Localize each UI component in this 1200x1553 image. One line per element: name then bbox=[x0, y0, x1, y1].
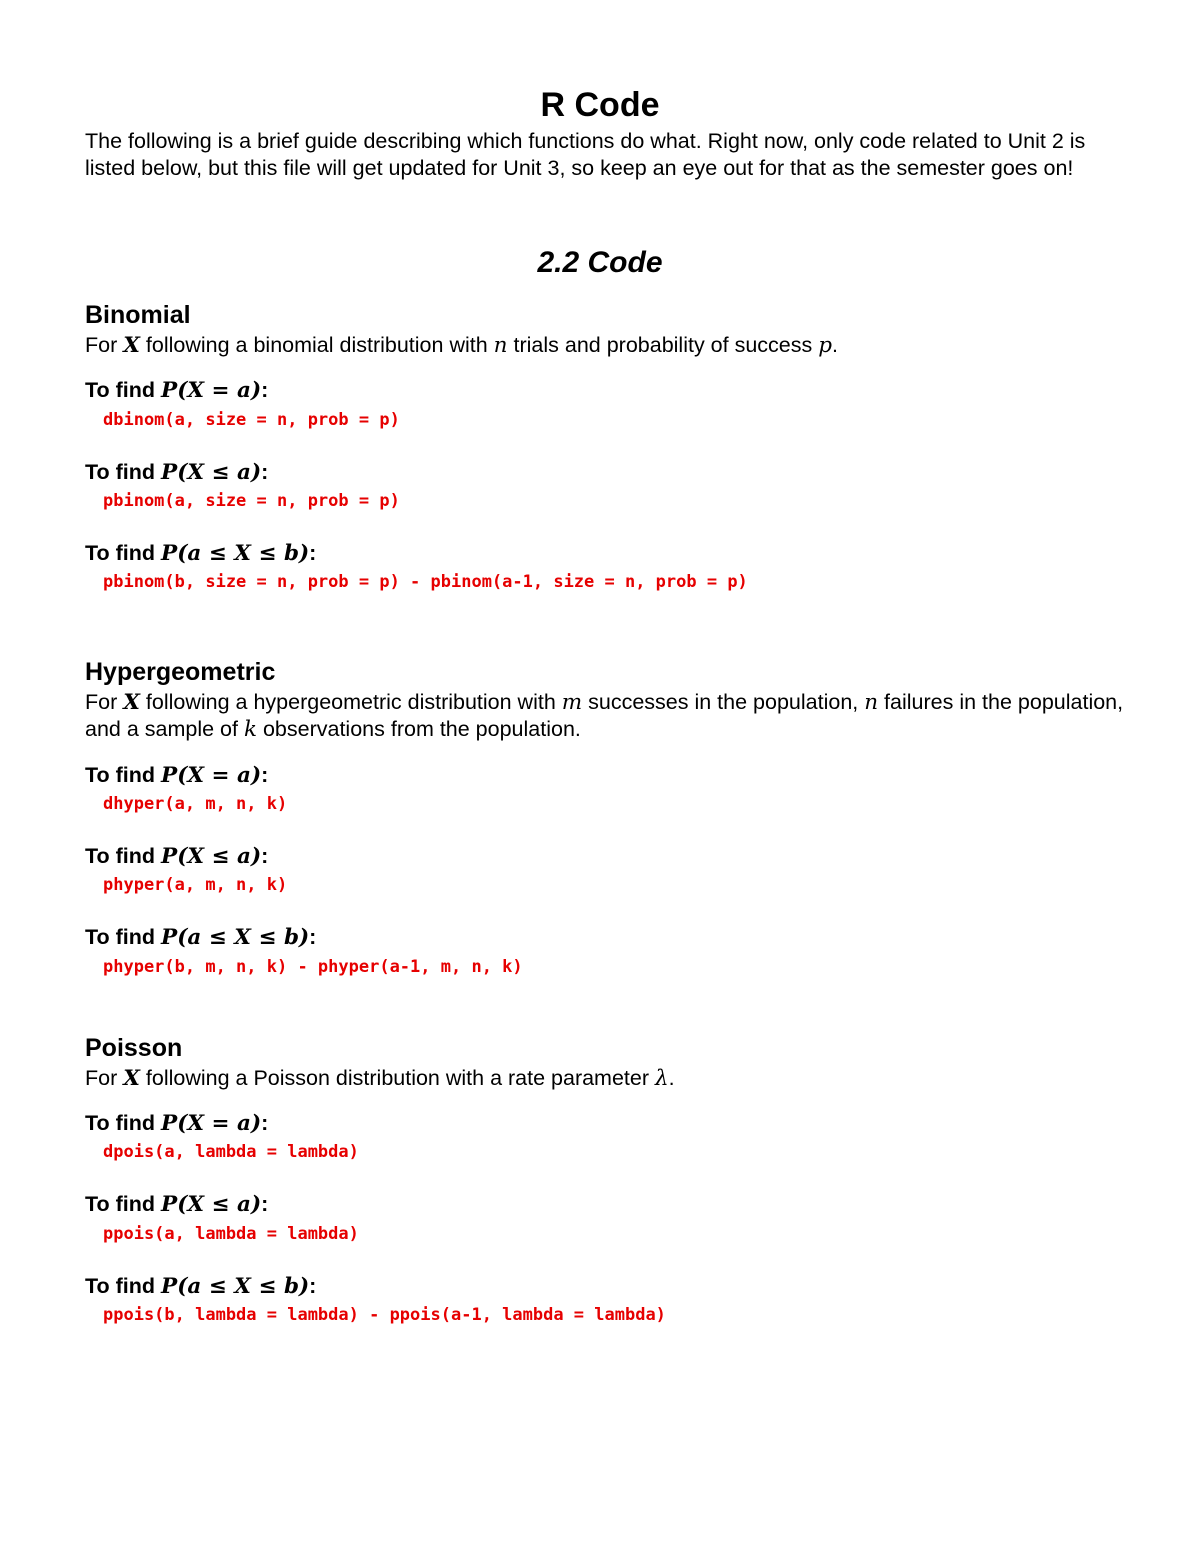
label-text: To find bbox=[85, 1274, 162, 1298]
label-text: To find bbox=[85, 541, 162, 565]
math-expression: P(a ≤ X ≤ b) bbox=[161, 541, 310, 566]
desc-text: successes in the population, bbox=[582, 690, 865, 714]
desc-text: failures in the population, and a sample of bbox=[85, 690, 1124, 741]
poisson-code-le: ppois(a, lambda = lambda) bbox=[103, 1224, 359, 1244]
label-colon: : bbox=[261, 1111, 269, 1135]
poisson-label-range bbox=[85, 1272, 316, 1301]
math-expression: P(X ≤ a) bbox=[161, 844, 262, 869]
label-colon: : bbox=[261, 844, 269, 868]
math-variable-x: X bbox=[123, 333, 140, 358]
math-expression: P(a ≤ X ≤ b) bbox=[161, 1274, 310, 1299]
binomial-heading: Binomial bbox=[85, 301, 191, 329]
binomial-label-eq bbox=[85, 376, 268, 405]
poisson-description bbox=[85, 1065, 1125, 1092]
binomial-description bbox=[85, 332, 1125, 359]
poisson-label-eq bbox=[85, 1109, 268, 1138]
label-text: To find bbox=[85, 844, 162, 868]
math-variable-p: p bbox=[818, 333, 832, 358]
label-colon: : bbox=[309, 1274, 317, 1298]
math-variable-m: m bbox=[561, 690, 583, 715]
math-expression: P(X = a) bbox=[161, 763, 262, 788]
desc-text: . bbox=[668, 1066, 675, 1090]
label-text: To find bbox=[85, 925, 162, 949]
desc-text: following a binomial distribution with bbox=[139, 333, 494, 357]
hypergeometric-code-range: phyper(b, m, n, k) - phyper(a-1, m, n, k) bbox=[103, 957, 523, 977]
hypergeometric-label-range bbox=[85, 923, 316, 952]
poisson-label-le bbox=[85, 1190, 268, 1219]
intro-paragraph: The following is a brief guide describing which functions do what. Right now, only code related to Unit 2 is listed below, but this file will get updated for Unit 3, so keep an eye out for that as the semester goes on! bbox=[85, 129, 1086, 180]
binomial-code-le: pbinom(a, size = n, prob = p) bbox=[103, 491, 400, 511]
desc-text: observations from the population. bbox=[257, 717, 581, 741]
hypergeometric-code-le: phyper(a, m, n, k) bbox=[103, 875, 288, 895]
poisson-heading: Poisson bbox=[85, 1034, 183, 1062]
math-expression: P(a ≤ X ≤ b) bbox=[161, 925, 310, 950]
section-title: 2.2 Code bbox=[537, 246, 663, 279]
poisson-code-range: ppois(b, lambda = lambda) - ppois(a-1, lambda = lambda) bbox=[103, 1305, 666, 1325]
math-variable-n: n bbox=[864, 690, 879, 715]
label-text: To find bbox=[85, 460, 162, 484]
desc-text: following a hypergeometric distribution with bbox=[139, 690, 562, 714]
math-expression: P(X = a) bbox=[161, 1111, 262, 1136]
label-text: To find bbox=[85, 763, 162, 787]
binomial-label-range bbox=[85, 539, 316, 568]
desc-text: For bbox=[85, 690, 124, 714]
math-expression: P(X = a) bbox=[161, 378, 262, 403]
math-variable-lambda: λ bbox=[655, 1066, 669, 1091]
label-colon: : bbox=[261, 763, 269, 787]
poisson-code-eq: dpois(a, lambda = lambda) bbox=[103, 1142, 359, 1162]
binomial-label-le bbox=[85, 458, 268, 487]
math-variable-x: X bbox=[123, 690, 140, 715]
document-title: R Code bbox=[540, 86, 660, 124]
desc-text: . bbox=[831, 333, 838, 357]
label-text: To find bbox=[85, 1192, 162, 1216]
desc-text: For bbox=[85, 333, 124, 357]
math-expression: P(X ≤ a) bbox=[161, 460, 262, 485]
binomial-code-eq: dbinom(a, size = n, prob = p) bbox=[103, 410, 400, 430]
label-colon: : bbox=[309, 925, 317, 949]
label-text: To find bbox=[85, 1111, 162, 1135]
hypergeometric-label-le bbox=[85, 842, 268, 871]
desc-text: following a Poisson distribution with a rate parameter bbox=[139, 1066, 655, 1090]
label-colon: : bbox=[261, 1192, 269, 1216]
math-variable-n: n bbox=[493, 333, 508, 358]
label-colon: : bbox=[309, 541, 317, 565]
math-expression: P(X ≤ a) bbox=[161, 1192, 262, 1217]
math-variable-k: k bbox=[243, 717, 257, 742]
hypergeometric-description bbox=[85, 689, 1125, 743]
label-text: To find bbox=[85, 378, 162, 402]
hypergeometric-code-eq: dhyper(a, m, n, k) bbox=[103, 794, 288, 814]
hypergeometric-label-eq bbox=[85, 761, 268, 790]
desc-text: trials and probability of success bbox=[507, 333, 819, 357]
math-variable-x: X bbox=[123, 1066, 140, 1091]
binomial-code-range: pbinom(b, size = n, prob = p) - pbinom(a-1, size = n, prob = p) bbox=[103, 572, 748, 592]
label-colon: : bbox=[261, 460, 269, 484]
desc-text: For bbox=[85, 1066, 124, 1090]
label-colon: : bbox=[261, 378, 269, 402]
hypergeometric-heading: Hypergeometric bbox=[85, 658, 276, 686]
